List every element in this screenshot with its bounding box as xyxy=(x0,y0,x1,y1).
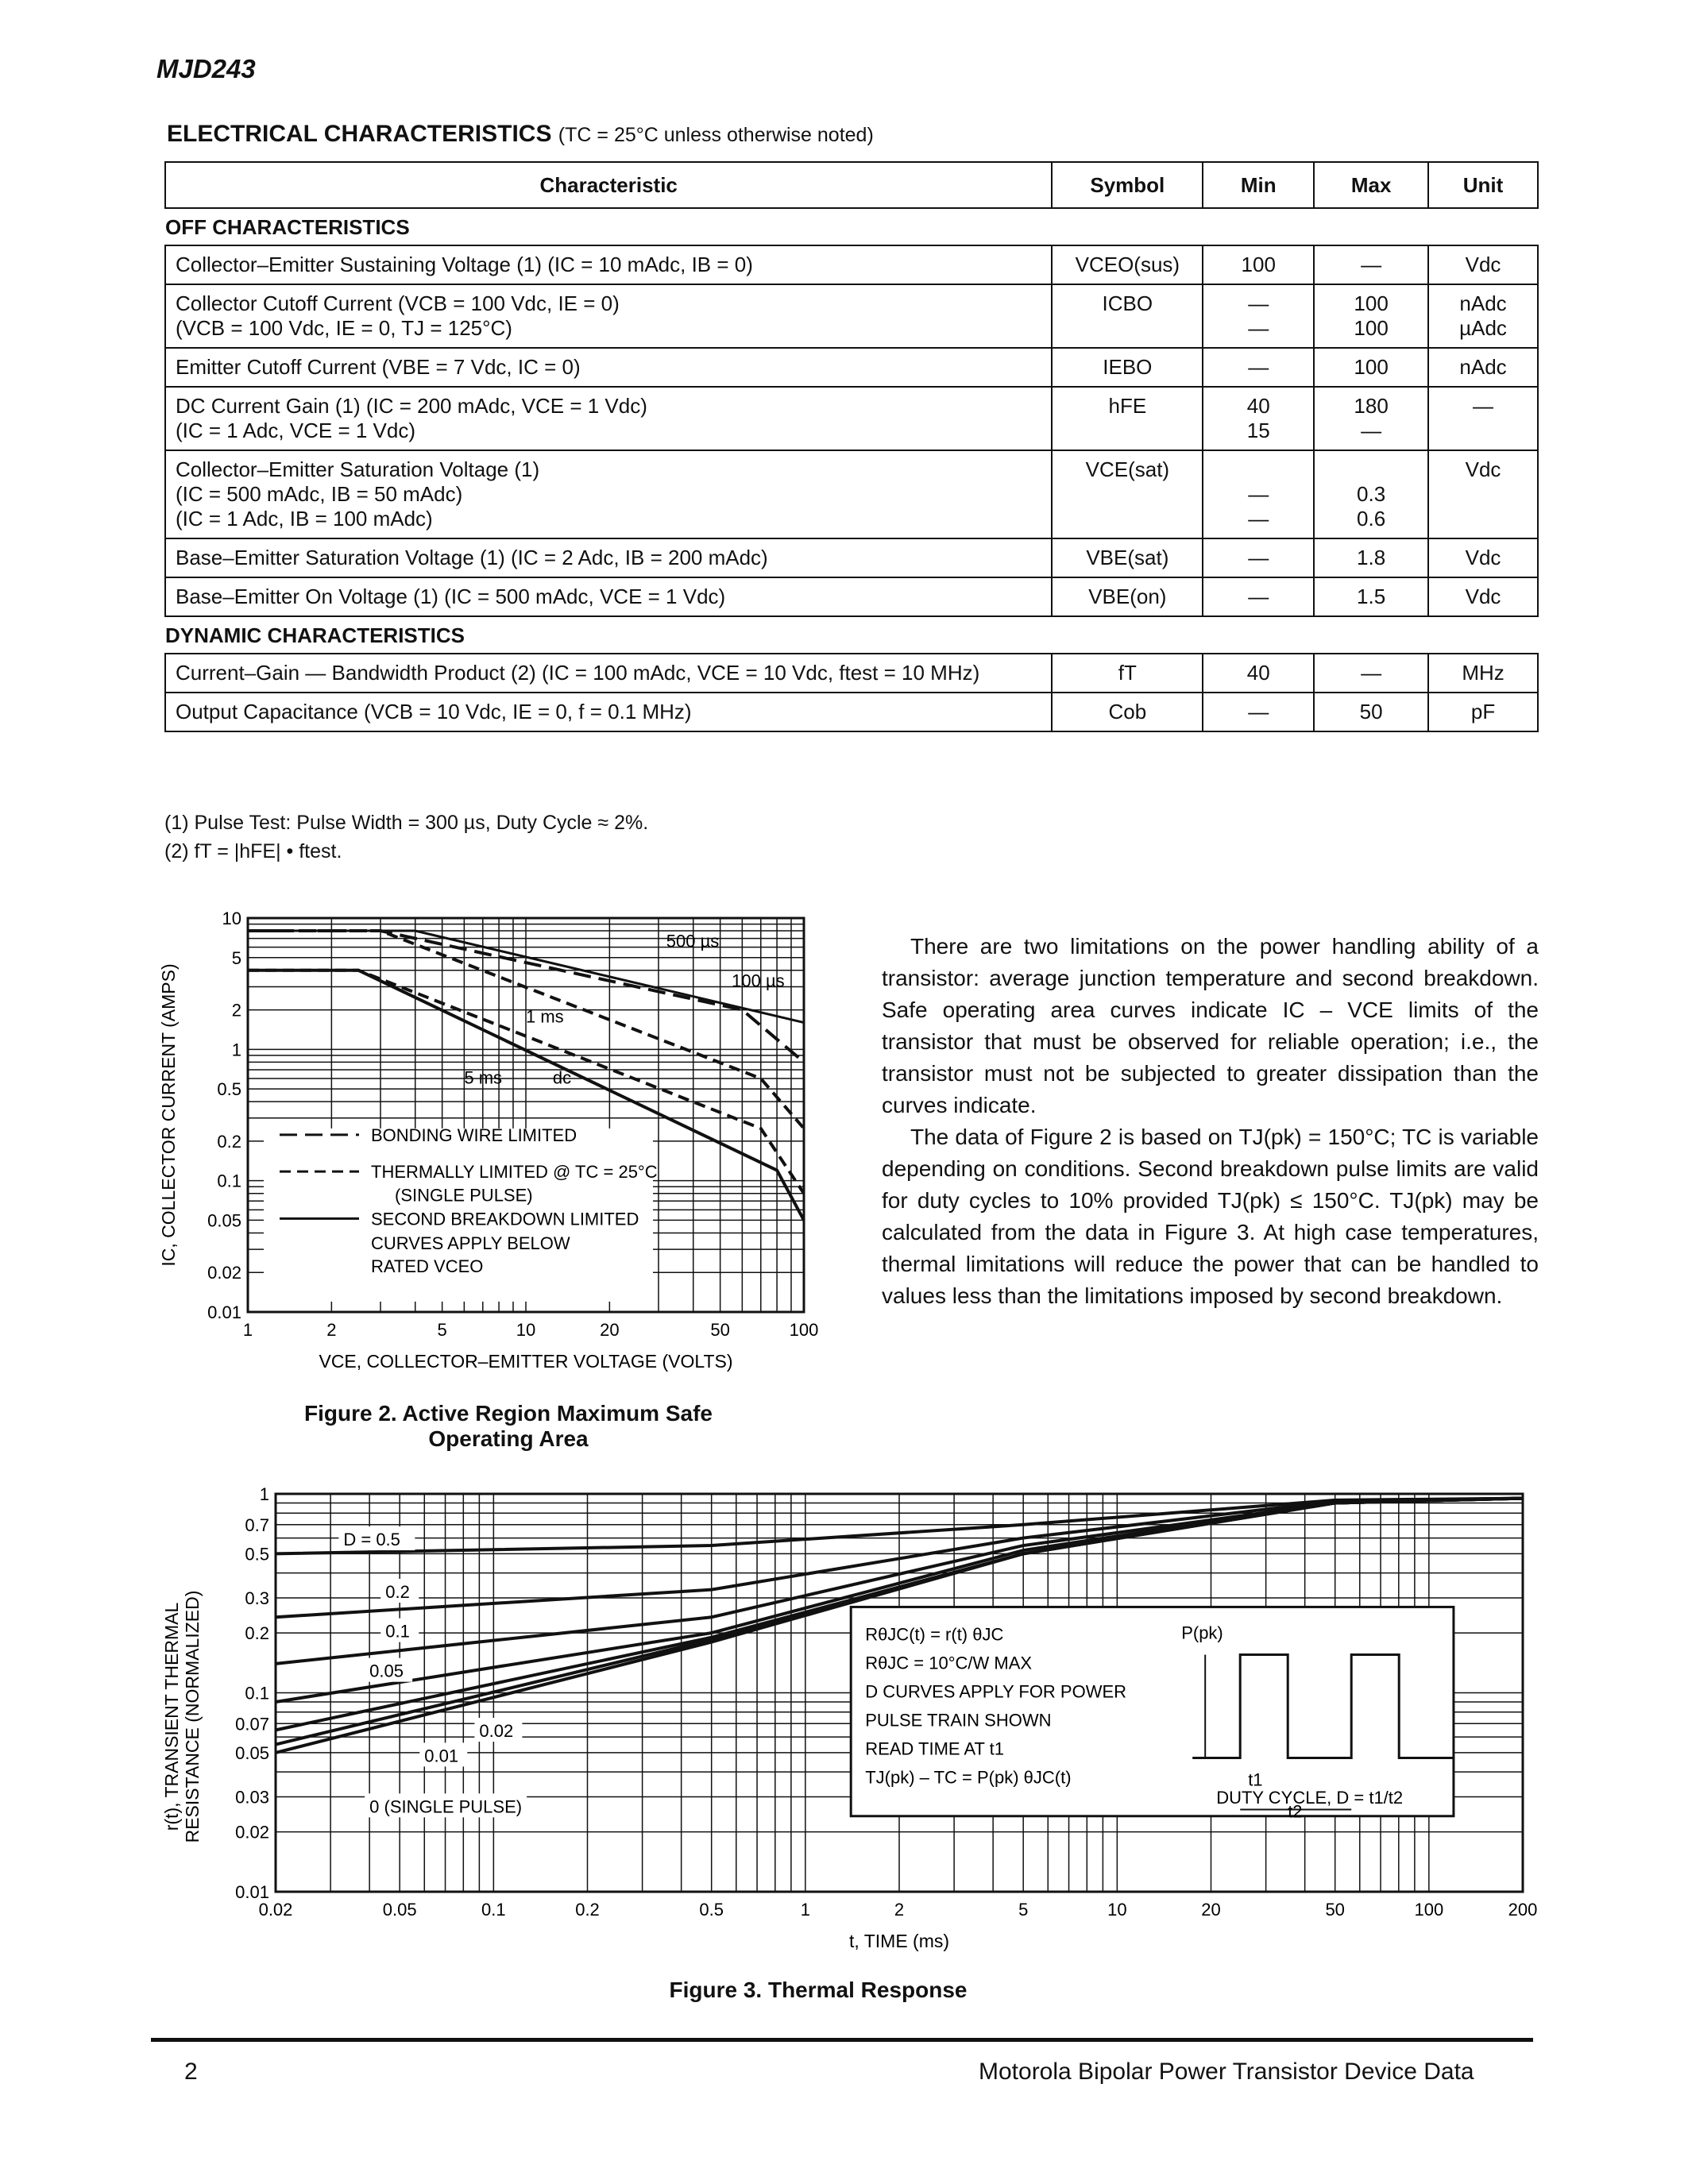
cell-unit: nAdc µAdc xyxy=(1428,284,1538,348)
y-tick-label: 0.02 xyxy=(235,1822,269,1843)
cell-char: Current–Gain — Bandwidth Product (2) (IC = 100 mAdc, VCE = 10 Vdc, ftest = 10 MHz) xyxy=(165,654,1052,693)
legend-text: (SINGLE PULSE) xyxy=(395,1185,533,1206)
cell-unit: — xyxy=(1428,387,1538,450)
cell-unit: Vdc xyxy=(1428,245,1538,284)
y-tick-label: 0.2 xyxy=(217,1131,241,1152)
x-tick-label: 200 xyxy=(1508,1900,1538,1920)
x-tick-label: 10 xyxy=(1107,1900,1127,1920)
note-2: (2) fT = |hFE| • ftest. xyxy=(164,840,342,862)
curve-label: 0.1 xyxy=(385,1621,410,1642)
legend-text: CURVES APPLY BELOW xyxy=(371,1233,570,1254)
y-tick-label: 0.03 xyxy=(235,1787,269,1808)
x-tick-label: 2 xyxy=(894,1900,905,1920)
body-paragraph xyxy=(882,931,1539,1312)
cell-max: 1.8 xyxy=(1314,538,1428,577)
curve-label: D = 0.5 xyxy=(343,1530,400,1550)
cell-sym: IEBO xyxy=(1052,348,1203,387)
curve-label: 0.01 xyxy=(424,1746,459,1766)
y-tick-label: 0.07 xyxy=(235,1714,269,1734)
table-row xyxy=(165,284,1538,348)
cell-char: Emitter Cutoff Current (VBE = 7 Vdc, IC = 0) xyxy=(165,348,1052,387)
y-tick-label: 1 xyxy=(259,1484,269,1504)
cell-min: 100 xyxy=(1203,245,1314,284)
cell-max: — xyxy=(1314,245,1428,284)
cell-unit: nAdc xyxy=(1428,348,1538,387)
info-box-line: TJ(pk) – TC = P(pk) θJC(t) xyxy=(865,1767,1072,1788)
table-header-row xyxy=(165,162,1538,208)
cell-sym: VBE(sat) xyxy=(1052,538,1203,577)
cell-max: 180 — xyxy=(1314,387,1428,450)
table-row xyxy=(165,654,1538,693)
figure-3-caption: Figure 3. Thermal Response xyxy=(669,1978,968,2002)
cell-sym: Cob xyxy=(1052,693,1203,731)
info-box-line: RθJC = 10°C/W MAX xyxy=(865,1653,1033,1673)
label-100us: 100 µs xyxy=(732,970,785,991)
col-symbol: Symbol xyxy=(1052,162,1203,208)
table-notes xyxy=(164,808,648,866)
col-unit: Unit xyxy=(1428,162,1538,208)
label-500us: 500 µs xyxy=(666,931,720,951)
x-tick-label: 1 xyxy=(800,1900,810,1920)
x-tick-label: 0.02 xyxy=(258,1900,293,1920)
cell-char: Collector–Emitter Saturation Voltage (1) (IC = 500 mAdc, IB = 50 mAdc) (IC = 1 Adc, IB = 100 mAdc) xyxy=(165,450,1052,538)
page-number: 2 xyxy=(184,2059,198,2085)
y-axis-label: r(t), TRANSIENT THERMAL xyxy=(161,1602,182,1831)
legend-text: BONDING WIRE LIMITED xyxy=(371,1125,577,1145)
x-tick-label: 50 xyxy=(1325,1900,1345,1920)
figure-2-title: Figure 2. Active Region Maximum Safe Operating Area xyxy=(304,1401,713,1451)
y-axis-label: IC, COLLECTOR CURRENT (AMPS) xyxy=(158,963,179,1267)
paragraph-1: There are two limitations on the power handling ability of a transistor: average junction temperature and second breakdown. Safe operating area curves indicate IC – VCE limits of the transistor that must be observed for reliable operation; i.e., the transistor must not be subjected to greater dissipation than the curves indicate. xyxy=(882,934,1539,1117)
cell-char: DC Current Gain (1) (IC = 200 mAdc, VCE = 1 Vdc) (IC = 1 Adc, VCE = 1 Vdc) xyxy=(165,387,1052,450)
col-min: Min xyxy=(1203,162,1314,208)
table-row xyxy=(165,348,1538,387)
cell-sym: ICBO xyxy=(1052,284,1203,348)
y-axis-label-2: RESISTANCE (NORMALIZED) xyxy=(182,1590,203,1843)
legend-text: RATED VCEO xyxy=(371,1256,484,1277)
cell-max: 100 100 xyxy=(1314,284,1428,348)
cell-min: — xyxy=(1203,693,1314,731)
cell-min: — — xyxy=(1203,450,1314,538)
footer-rule xyxy=(151,2038,1533,2042)
info-box-line: READ TIME AT t1 xyxy=(865,1738,1005,1759)
section-dynamic-characteristics: DYNAMIC CHARACTERISTICS xyxy=(165,616,1538,654)
y-tick-label: 1 xyxy=(231,1040,241,1060)
paragraph-2: The data of Figure 2 is based on TJ(pk) = 150°C; TC is variable depending on conditions. Second breakdown pulse limits are valid for duty cycles to 10% provided TJ(pk) ≤ 150°C. TJ(pk) may be calculated from the data in Figure 3. At high case temperatures, thermal limitations will reduce the power that can be handled to values less than the limitations imposed by second breakdown. xyxy=(882,1125,1539,1308)
pulse-label-p: P(pk) xyxy=(1181,1623,1223,1643)
info-box-line: PULSE TRAIN SHOWN xyxy=(865,1710,1052,1731)
curve-label: 0.2 xyxy=(385,1581,410,1602)
figure-3-thermal-chart xyxy=(151,1473,1549,1966)
y-tick-label: 0.01 xyxy=(207,1302,241,1322)
y-tick-label: 5 xyxy=(231,947,241,968)
col-characteristic: Characteristic xyxy=(165,162,1052,208)
pulse-label-t1: t1 xyxy=(1248,1769,1263,1790)
x-tick-label: 5 xyxy=(1018,1900,1029,1920)
y-tick-label: 0.7 xyxy=(245,1515,269,1535)
x-axis-label: VCE, COLLECTOR–EMITTER VOLTAGE (VOLTS) xyxy=(319,1351,733,1372)
legend-text: SECOND BREAKDOWN LIMITED xyxy=(371,1209,639,1229)
part-number: MJD243 xyxy=(156,54,256,83)
curve-label: 0.02 xyxy=(479,1721,514,1742)
x-tick-label: 20 xyxy=(600,1320,620,1340)
curve-label: 0 (SINGLE PULSE) xyxy=(369,1796,523,1817)
cell-sym: VCEO(sus) xyxy=(1052,245,1203,284)
y-tick-label: 0.2 xyxy=(245,1623,269,1644)
cell-min: — xyxy=(1203,538,1314,577)
cell-min: — — xyxy=(1203,284,1314,348)
note-1: (1) Pulse Test: Pulse Width = 300 µs, Duty Cycle ≈ 2%. xyxy=(164,812,649,834)
x-tick-label: 2 xyxy=(326,1320,337,1340)
x-tick-label: 0.2 xyxy=(575,1900,600,1920)
cell-max: 0.3 0.6 xyxy=(1314,450,1428,538)
y-tick-label: 0.01 xyxy=(235,1882,269,1902)
ec-title-text: ELECTRICAL CHARACTERISTICS xyxy=(167,121,552,147)
cell-unit: Vdc xyxy=(1428,538,1538,577)
cell-min: — xyxy=(1203,577,1314,616)
y-tick-label: 0.02 xyxy=(207,1263,241,1283)
cell-char: Output Capacitance (VCB = 10 Vdc, IE = 0, f = 0.1 MHz) xyxy=(165,693,1052,731)
cell-min: 40 xyxy=(1203,654,1314,693)
figure-2-caption xyxy=(286,1401,731,1452)
col-max: Max xyxy=(1314,162,1428,208)
y-tick-label: 0.5 xyxy=(245,1544,269,1565)
info-box-line: D CURVES APPLY FOR POWER xyxy=(865,1681,1127,1702)
figure-2-soa-chart xyxy=(151,905,850,1398)
table-row xyxy=(165,387,1538,450)
label-dc: dc xyxy=(552,1067,572,1088)
table-row xyxy=(165,450,1538,538)
cell-max: 100 xyxy=(1314,348,1428,387)
cell-unit: Vdc xyxy=(1428,450,1538,538)
cell-min: 40 15 xyxy=(1203,387,1314,450)
cell-max: — xyxy=(1314,654,1428,693)
x-tick-label: 100 xyxy=(1414,1900,1444,1920)
x-tick-label: 1 xyxy=(242,1320,253,1340)
y-tick-label: 0.05 xyxy=(207,1210,241,1231)
legend-text: THERMALLY LIMITED @ TC = 25°C xyxy=(371,1162,658,1183)
table-section-row xyxy=(165,208,1538,245)
x-tick-label: 20 xyxy=(1201,1900,1221,1920)
y-tick-label: 0.1 xyxy=(217,1171,241,1191)
cell-sym: VBE(on) xyxy=(1052,577,1203,616)
x-tick-label: 0.1 xyxy=(481,1900,506,1920)
cell-char: Collector Cutoff Current (VCB = 100 Vdc, IE = 0) (VCB = 100 Vdc, IE = 0, TJ = 125°C) xyxy=(165,284,1052,348)
cell-min: — xyxy=(1203,348,1314,387)
cell-char: Base–Emitter On Voltage (1) (IC = 500 mAdc, VCE = 1 Vdc) xyxy=(165,577,1052,616)
y-tick-label: 0.1 xyxy=(245,1683,269,1704)
pulse-label-t2: t2 xyxy=(1288,1801,1303,1822)
cell-char: Base–Emitter Saturation Voltage (1) (IC = 2 Adc, IB = 200 mAdc) xyxy=(165,538,1052,577)
info-box-line: RθJC(t) = r(t) θJC xyxy=(865,1624,1004,1645)
cell-max: 50 xyxy=(1314,693,1428,731)
section-off-characteristics: OFF CHARACTERISTICS xyxy=(165,208,1538,245)
table-section-row xyxy=(165,616,1538,654)
table-row xyxy=(165,577,1538,616)
cell-max: 1.5 xyxy=(1314,577,1428,616)
ec-title-cond: (TC = 25°C unless otherwise noted) xyxy=(558,124,874,146)
cell-unit: Vdc xyxy=(1428,577,1538,616)
table-row xyxy=(165,538,1538,577)
duty-cycle-label: DUTY CYCLE, D = t1/t2 xyxy=(1216,1787,1404,1808)
cell-unit: pF xyxy=(1428,693,1538,731)
label-1ms: 1 ms xyxy=(526,1006,564,1027)
label-5ms: 5 ms xyxy=(464,1067,503,1088)
cell-char: Collector–Emitter Sustaining Voltage (1) (IC = 10 mAdc, IB = 0) xyxy=(165,245,1052,284)
electrical-characteristics-table xyxy=(164,161,1539,732)
x-axis-label: t, TIME (ms) xyxy=(848,1931,950,1951)
curve-label: 0.05 xyxy=(369,1661,404,1681)
cell-sym: fT xyxy=(1052,654,1203,693)
footer-text: Motorola Bipolar Power Transistor Device Data xyxy=(979,2059,1474,2085)
x-tick-label: 0.5 xyxy=(699,1900,724,1920)
x-tick-label: 5 xyxy=(437,1320,447,1340)
cell-sym: hFE xyxy=(1052,387,1203,450)
y-tick-label: 0.05 xyxy=(235,1742,269,1763)
x-tick-label: 100 xyxy=(789,1320,819,1340)
table-row xyxy=(165,245,1538,284)
cell-unit: MHz xyxy=(1428,654,1538,693)
x-tick-label: 50 xyxy=(710,1320,730,1340)
table-row xyxy=(165,693,1538,731)
y-tick-label: 0.5 xyxy=(217,1079,241,1100)
x-tick-label: 0.05 xyxy=(382,1900,417,1920)
y-tick-label: 2 xyxy=(231,1000,241,1021)
y-tick-label: 0.3 xyxy=(245,1588,269,1608)
cell-sym: VCE(sat) xyxy=(1052,450,1203,538)
ec-title xyxy=(167,121,874,148)
y-tick-label: 10 xyxy=(222,909,241,928)
x-tick-label: 10 xyxy=(516,1320,536,1340)
